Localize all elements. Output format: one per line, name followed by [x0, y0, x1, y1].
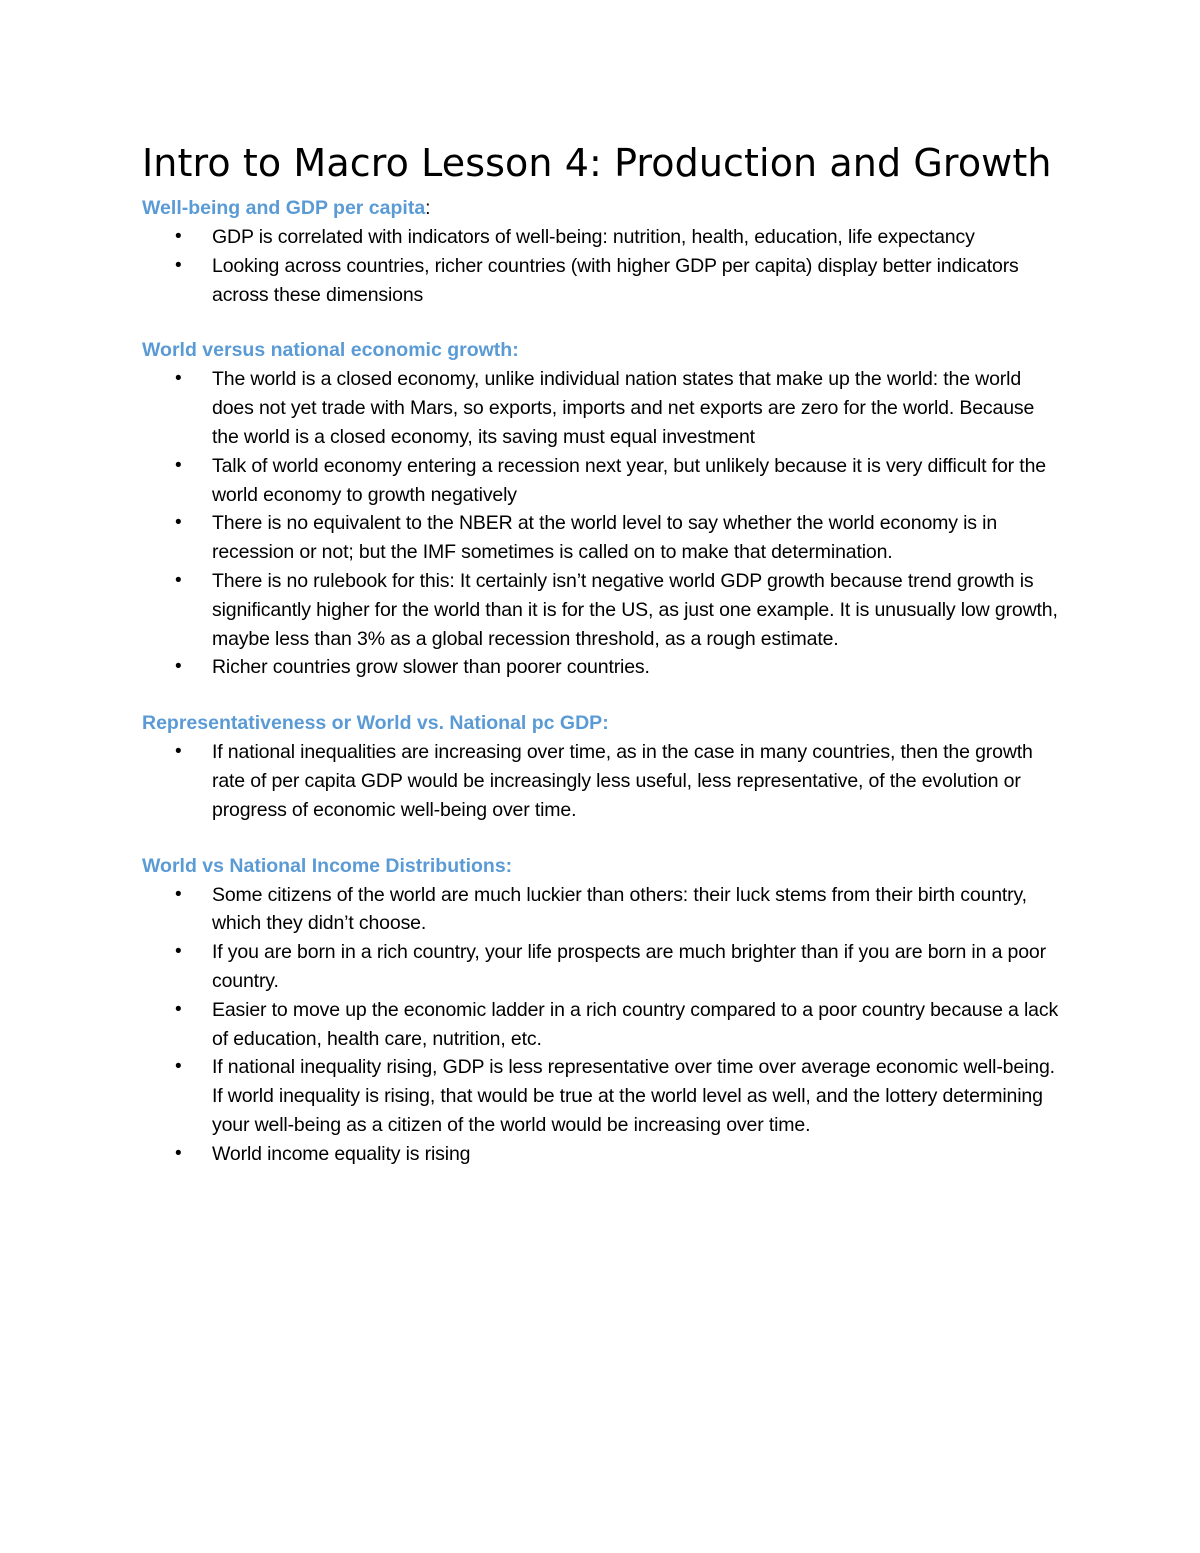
section-heading-text: World vs National Income Distributions:	[142, 854, 513, 877]
list-item-text: GDP is correlated with indicators of well-being: nutrition, health, education, life expectancy	[212, 226, 975, 248]
bullet-icon: •	[175, 941, 182, 963]
section-heading	[142, 194, 1062, 223]
list-item-text: Looking across countries, richer countries (with higher GDP per capita) display better indicators across these dimensions	[212, 254, 1019, 306]
list-item	[142, 881, 1062, 939]
list-item-text: Easier to move up the economic ladder in a rich country compared to a poor country because a lack of education, health care, nutrition, etc.	[212, 998, 1059, 1050]
list-item	[142, 223, 1062, 252]
list-item-text: If national inequalities are increasing over time, as in the case in many countries, then the growth rate of per capita GDP would be increasingly less useful, less representative, of the evolution or progress of economic well-being over time.	[212, 741, 1033, 821]
document-page	[142, 138, 1062, 1169]
bullet-icon: •	[175, 741, 182, 763]
list-item-text: If national inequality rising, GDP is less representative over time over average economic well-being. If world inequality is rising, that would be true at the world level as well, and the lottery determining your well-being as a citizen of the world would be increasing over time.	[212, 1056, 1055, 1136]
list-item-text: There is no equivalent to the NBER at the world level to say whether the world economy is in recession or not; but the IMF sometimes is called on to make that determination.	[212, 512, 998, 564]
section-heading-colon: :	[425, 197, 431, 219]
list-item	[142, 653, 1062, 682]
list-item	[142, 1053, 1062, 1139]
list-item-text: There is no rulebook for this: It certainly isn’t negative world GDP growth because trend growth is significantly higher for the world than it is for the US, as just one example. It is unusually low growth, maybe less than 3% as a global recession threshold, as a rough estimate.	[212, 569, 1058, 650]
bullet-icon: •	[175, 454, 182, 476]
list-item-text: If you are born in a rich country, your life prospects are much brighter than if you are born in a poor country.	[212, 941, 1046, 992]
section-heading	[142, 336, 1062, 365]
list-item	[142, 567, 1062, 653]
bullet-list	[142, 223, 1062, 309]
list-item	[142, 252, 1062, 310]
bullet-icon: •	[175, 883, 182, 905]
bullet-icon: •	[175, 368, 182, 390]
section-heading-text: World versus national economic growth:	[142, 339, 519, 362]
bullet-icon: •	[175, 1142, 182, 1164]
list-item-text: Richer countries grow slower than poorer countries.	[212, 656, 650, 679]
bullet-list	[142, 738, 1062, 824]
list-item-text: Talk of world economy entering a recession next year, but unlikely because it is very difficult for the world economy to growth negatively	[212, 454, 1046, 506]
section-heading-text: Well-being and GDP per capita	[142, 197, 426, 219]
list-item	[142, 1140, 1062, 1169]
list-item	[142, 509, 1062, 567]
bullet-icon: •	[175, 1056, 182, 1078]
list-item	[142, 938, 1062, 996]
list-item	[142, 452, 1062, 510]
bullet-icon: •	[175, 512, 182, 534]
bullet-icon: •	[175, 254, 182, 276]
bullet-list	[142, 365, 1062, 682]
section-representativeness	[142, 709, 1062, 824]
bullet-list	[142, 881, 1062, 1169]
section-world-vs-national-growth	[142, 336, 1062, 682]
list-item-text: The world is a closed economy, unlike individual nation states that make up the world: the world does not yet trade with Mars, so exports, imports and net exports are zero for the world. Because the world is a closed economy, its saving must equal investment	[212, 368, 1035, 448]
bullet-icon: •	[175, 226, 182, 247]
list-item	[142, 738, 1062, 824]
list-item-text: World income equality is rising	[212, 1142, 471, 1165]
section-well-being	[142, 194, 1062, 309]
bullet-icon: •	[175, 569, 182, 591]
list-item-text: Some citizens of the world are much luckier than others: their luck stems from their birth country, which they didn’t choose.	[212, 883, 1027, 935]
section-heading-text: Representativeness or World vs. National pc GDP:	[142, 712, 609, 735]
list-item	[142, 996, 1062, 1054]
section-heading	[142, 709, 1062, 738]
bullet-icon: •	[175, 656, 182, 678]
section-income-distributions	[142, 852, 1062, 1169]
list-item	[142, 365, 1062, 451]
section-heading	[142, 852, 1062, 881]
document-title: Intro to Macro Lesson 4: Production and Growth	[142, 141, 1052, 185]
bullet-icon: •	[175, 998, 182, 1020]
